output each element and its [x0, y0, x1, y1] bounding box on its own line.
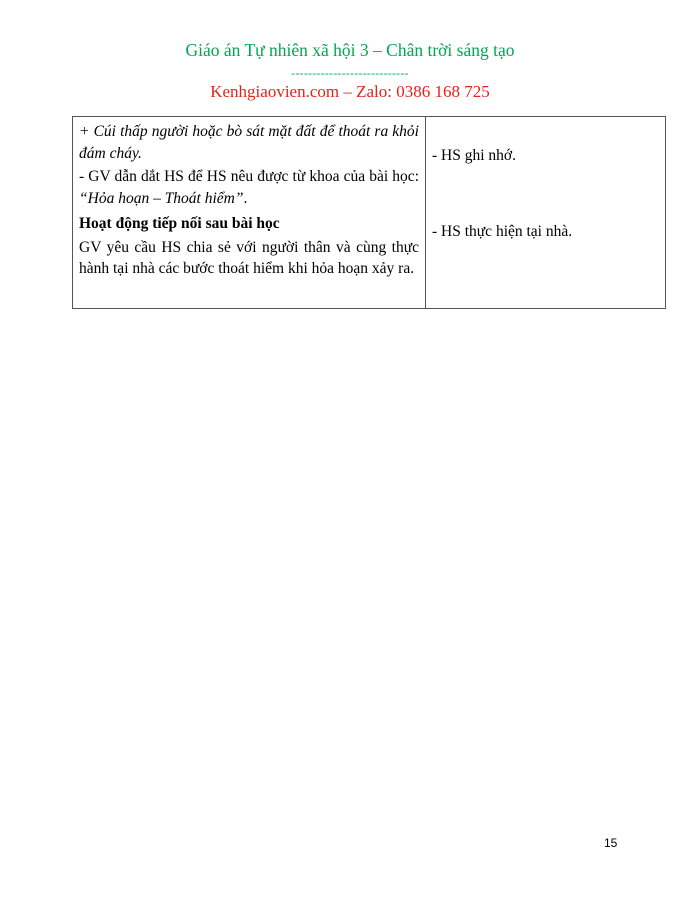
section-heading-follow-up: Hoạt động tiếp nối sau bài học	[79, 215, 280, 232]
page-number: 15	[604, 836, 618, 850]
lesson-keyword: “Hỏa hoạn – Thoát hiểm”	[79, 189, 244, 207]
student-response-remember: - HS ghi nhớ.	[432, 147, 516, 164]
instruction-home-practice: GV yêu cầu HS chia sẻ với người thân và cùng thực hành tại nhà các bước thoát hiểm khi hỏa hoạn xảy ra.	[79, 238, 419, 277]
student-response-home: - HS thực hiện tại nhà.	[432, 223, 573, 240]
document-header-contact: Kenhgiaovien.com – Zalo: 0386 168 725	[210, 82, 490, 101]
header-divider: ----------------------------	[291, 66, 409, 80]
keyword-intro-text: - GV dẫn dắt HS để HS nêu được từ khoa của bài học:	[79, 168, 419, 185]
teacher-activity-cell	[73, 117, 426, 308]
keyword-suffix: .	[243, 189, 248, 207]
student-activity-cell	[426, 117, 665, 308]
lesson-plan-table	[72, 116, 666, 309]
instruction-keyword	[79, 166, 419, 209]
instruction-crawl-low: + Cúi thấp người hoặc bò sát mặt đất để thoát ra khỏi đám cháy.	[79, 123, 419, 162]
document-header-title: Giáo án Tự nhiên xã hội 3 – Chân trời sáng tạo	[185, 40, 515, 60]
